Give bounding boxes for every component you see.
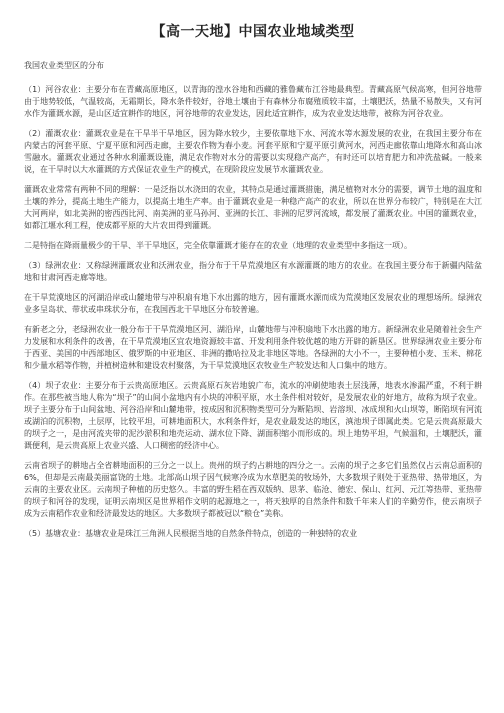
- paragraph-valley-agriculture: （1）河谷农业：主要分布在青藏高原地区，以青海的湟水谷地和西藏的雅鲁藏布江谷地最典型。青藏高原气候高寒，但河谷地带由于地势较低，气温较高，无霜期长，降水条件较好，谷地土壤由于有森林分布腐殖质较丰富，土壤肥沃，热量不易散失，又有河水作为灌溉水源，是山区适宜耕作的地区，河谷地带的农业发达，因此适宜耕作，成为农业发达地带，被称为河谷农业。: [24, 85, 482, 118]
- paragraph-irrigation-meaning-two: 二是特指在降雨量极少的干旱、半干旱地区，完全依靠灌溉才能存在的农业（地理的农业类型中多指这一项）。: [24, 241, 412, 250]
- paragraph-oasis-location: 在干旱荒漠地区的河湖沿岸或山麓地带与冲积扇有地下水出露的地方，因有灌溉水源而成为荒漠地区发展农业的理想场所。绿洲农业多呈岛状、带状或串珠状分布，在我国西北干旱地区分布较普遍。: [24, 293, 482, 314]
- paragraph-irrigation-agriculture: （2）灌溉农业：灌溉农业是在干旱半干旱地区，因为降水较少，主要依靠地下水、河流水等水源发展的农业，在我国主要分布在内蒙古的河套平原、宁夏平原和河西走廊，主要农作物为春小麦。河套平原和宁夏平原引黄河水，河西走廊依靠山地降水和高山冰雪融水。灌溉农业通过各种水利灌溉设施，满足农作物对水分的需要以实现稳产高产，有时还可以培育肥力和冲洗盐碱。一般来说，在干旱时以大水灌溉的方式保证农业生产的模式，在现阶段应发展节水灌溉农业。: [24, 129, 482, 174]
- document-title: 【高一天地】中国农业地域类型: [151, 24, 355, 40]
- paragraph-dike-pond-agriculture: （5）基塘农业：基塘农业是珠江三角洲人民根据当地的自然条件特点，创造的一种独特的农业: [24, 529, 358, 538]
- paragraph-bazi-agriculture: （4）坝子农业：主要分布于云贵高原地区。云贵高原石灰岩地貌广布，流水的冲刷使地表土层浅薄，地表水渗漏严重，不利于耕作。在那些被当地人称为“坝子”的山间小盆地内有小块的冲积平原，水土条件相对较好，是发展农业的好地方，故称为坝子农业。坝子主要分布于山间盆地、河谷沿岸和山麓地带，按成因和沉积物类型可分为断陷坝、岩溶坝、冰成坝和火山坝等，断陷坝有河流或湖泊的沉积物，土层厚，比较平坦，可耕地面积大，水利条件好，是农业最发达的地区，滇池坝子即属此类。它是云贵高原最大的坝子之一，是由河流夹带的泥沙淤积和地壳运动、湖水位下降、湖面积缩小而形成的。坝上地势平坦，气候温和，土壤肥沃，灌溉便利，是云贵高原上农业兴盛、人口稠密的经济中心。: [24, 381, 482, 450]
- document-subtitle: 我国农业类型区的分布: [24, 61, 104, 70]
- paragraph-irrigation-meaning-one: 灌溉农业常常有两种不同的理解：一是泛指以水浇田的农业，其特点是通过灌溉措施，满足植物对水分的需要，调节土地的温度和土壤的养分，提高土地生产能力，以提高土地生产率。由于灌溉农业是一种稳产高产的农业，所以在世界分布较广，特别是在大江大河两岸，如北美洲的密西西比河、南美洲的亚马孙河、亚洲的长江、非洲的尼罗河流域，都发展了灌溉农业。中国的灌溉农业，如都江堰水利工程，使成都平原的大片农田得到灌溉。: [24, 185, 482, 230]
- paragraph-yunnan-bazi: 云南省坝子的耕地占全省耕地面积的三分之一以上。贵州的坝子约占耕地的四分之一。云南的坝子之多它们虽然仅占云南总面积的6%，但却是云南最美丽富饶的土地。北部高山坝子因气候寒冷成为水草肥美的牧场外，大多数坝子则处于亚热带、热带地区，为云南的主要农业区。云南坝子种植的历史悠久。丰富的野生稻在西双版纳、思茅、临沧、德宏、保山、红河、元江等热带、亚热带的坝子和河谷的发现，证明云南坝区是世界稻作文明的起源地之一，将天独厚的自然条件和数千年来人们的辛勤劳作，使云南坝子成为云南稻作农业和经济最发达的地区。大多数坝子都被冠以“粮仓”美称。: [24, 461, 482, 518]
- paragraph-oasis-agriculture: （3）绿洲农业：又称绿洲灌溉农业和沃洲农业，指分布于干旱荒漠地区有水源灌溉的地方的农业。在我国主要分布于新疆内陆盆地和甘肃河西走廊等地。: [24, 261, 482, 282]
- paragraph-oasis-old-new: 有新老之分，老绿洲农业一般分布于干旱荒漠地区河、湖沿岸，山麓地带与冲积扇地下水出露的地方。新绿洲农业是随着社会生产力发展和水利条件的改善，在干旱荒漠地区宜农地资源较丰富、开发利用条件较优越的地方开辟的新垦区。世界绿洲农业主要分布于西亚、美国的中西部地区、俄罗斯的中亚地区、非洲的撒哈拉及北非地区等地。各绿洲的大小不一，主要种植小麦、玉米、棉花和少量水稻等作物，并植树造林和建设农村聚落，为干旱荒漠地区农牧业生产较发达和人口集中的地方。: [24, 325, 482, 370]
